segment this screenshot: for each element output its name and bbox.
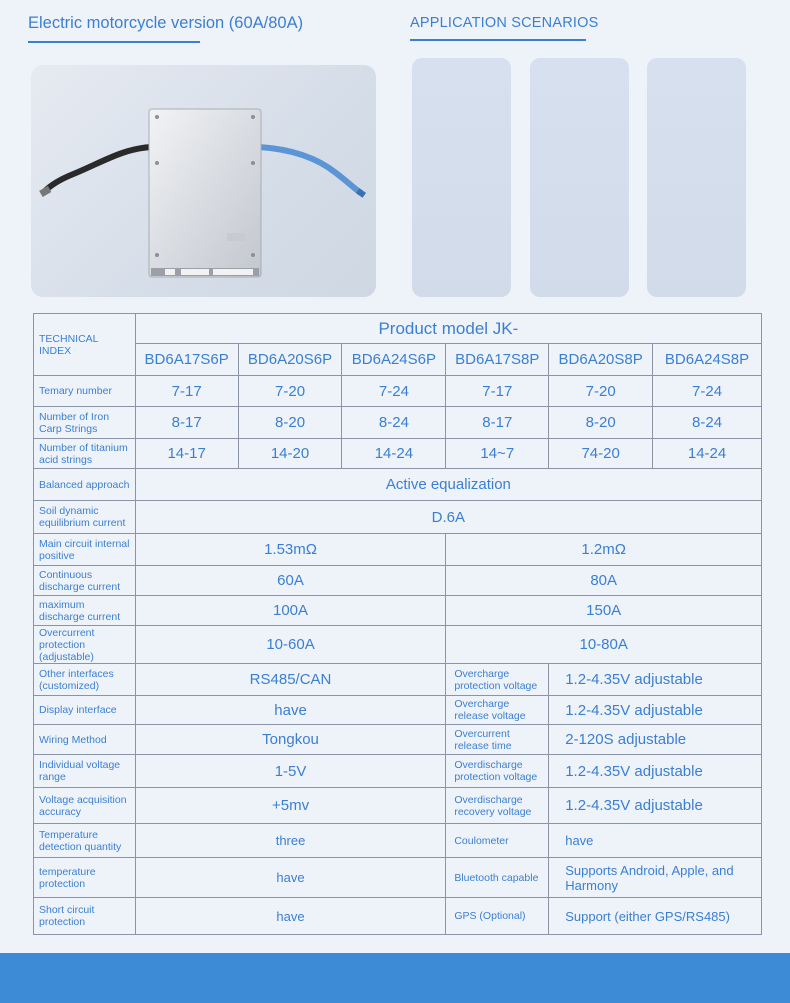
cell-value: 1.2-4.35V adjustable: [549, 664, 762, 696]
cell-value-8p: 1.2mΩ: [446, 534, 762, 566]
scenario-image-3: [647, 58, 746, 297]
row-label-ternary: Temary number: [34, 376, 136, 407]
row-label-maximum: maximum discharge current: [34, 596, 136, 626]
row-label: Bluetooth capable: [446, 858, 549, 898]
cell-value: D.6A: [135, 501, 761, 534]
cell-value: 7-20: [549, 376, 653, 407]
cell-value: 1.2-4.35V adjustable: [549, 755, 762, 788]
cell-value: 1.2-4.35V adjustable: [549, 696, 762, 725]
application-scenarios-title: APPLICATION SCENARIOS: [410, 15, 599, 31]
row-label: Other interfaces (customized): [34, 664, 136, 696]
row-label: Individual voltage range: [34, 755, 136, 788]
cell-value: 8-24: [653, 407, 762, 439]
cell-value: 8-24: [342, 407, 446, 439]
product-version-title: Electric motorcycle version (60A/80A): [28, 14, 304, 32]
cell-value: 1.2-4.35V adjustable: [549, 788, 762, 824]
row-label: Overcurrent release time: [446, 725, 549, 755]
cell-value-8p: 80A: [446, 566, 762, 596]
row-label: Short circuit protection: [34, 898, 136, 935]
black-cable: [45, 147, 151, 191]
screw: [251, 115, 255, 119]
cell-value-6p: 100A: [135, 596, 446, 626]
screw: [155, 161, 159, 165]
cell-value: Active equalization: [135, 469, 761, 501]
connector: [213, 269, 253, 275]
cell-value: 8-20: [238, 407, 342, 439]
row-label: Display interface: [34, 696, 136, 725]
screw: [251, 253, 255, 257]
title-underline: [28, 41, 200, 43]
model-header: BD6A17S6P: [135, 344, 238, 376]
row-label: temperature protection: [34, 858, 136, 898]
row-label: Temperature detection quantity: [34, 824, 136, 858]
cell-value: three: [135, 824, 446, 858]
model-header: BD6A20S6P: [238, 344, 342, 376]
cell-value: have: [135, 696, 446, 725]
cell-value: 14-24: [653, 439, 762, 469]
row-label: Overcharge release voltage: [446, 696, 549, 725]
model-header: BD6A24S8P: [653, 344, 762, 376]
model-header: BD6A20S8P: [549, 344, 653, 376]
scenario-image-1: [412, 58, 511, 297]
row-label: Overcharge protection voltage: [446, 664, 549, 696]
row-label-main-circuit: Main circuit internal positive: [34, 534, 136, 566]
screw: [155, 253, 159, 257]
product-model-header: Product model JK-: [135, 314, 761, 344]
cell-value-6p: 60A: [135, 566, 446, 596]
cell-value-6p: 1.53mΩ: [135, 534, 446, 566]
blue-cable: [259, 147, 361, 193]
cell-value-6p: 10-60A: [135, 626, 446, 664]
model-header: BD6A17S8P: [446, 344, 549, 376]
cell-value: have: [549, 824, 762, 858]
section-title-product: [28, 14, 304, 43]
cell-value-8p: 150A: [446, 596, 762, 626]
row-label: Overdischarge recovery voltage: [446, 788, 549, 824]
cell-value: Tongkou: [135, 725, 446, 755]
row-label-soil: Soil dynamic equilibrium current: [34, 501, 136, 534]
screw: [251, 161, 255, 165]
row-label-continuous: Continuous discharge current: [34, 566, 136, 596]
row-label-balanced: Balanced approach: [34, 469, 136, 501]
logo-mark: [227, 233, 245, 241]
cell-value: 8-17: [135, 407, 238, 439]
row-label: Wiring Method: [34, 725, 136, 755]
cell-value: 14-20: [238, 439, 342, 469]
row-label: Coulometer: [446, 824, 549, 858]
row-label-titanium: Number of titanium acid strings: [34, 439, 136, 469]
cell-value: have: [135, 858, 446, 898]
product-image-card: [31, 65, 376, 297]
cell-value: +5mv: [135, 788, 446, 824]
cell-value: 7-17: [135, 376, 238, 407]
connector: [165, 269, 175, 275]
footer-bar: [0, 953, 790, 1003]
cell-value: 7-24: [342, 376, 446, 407]
cell-value: 8-20: [549, 407, 653, 439]
cell-value: 7-20: [238, 376, 342, 407]
model-header: BD6A24S6P: [342, 344, 446, 376]
bms-board-illustration: [31, 65, 376, 297]
cell-value: 1-5V: [135, 755, 446, 788]
cell-value: 2-120S adjustable: [549, 725, 762, 755]
row-label: Overdischarge protection voltage: [446, 755, 549, 788]
scenario-image-2: [530, 58, 629, 297]
title-underline: [410, 39, 586, 41]
row-label: GPS (Optional): [446, 898, 549, 935]
cell-value: Supports Android, Apple, and Harmony: [549, 858, 762, 898]
cell-value: 8-17: [446, 407, 549, 439]
row-label-iron: Number of Iron Carp Strings: [34, 407, 136, 439]
section-title-scenarios: [410, 15, 599, 41]
cell-value: have: [135, 898, 446, 935]
cell-value: 14-24: [342, 439, 446, 469]
bms-plate: [149, 109, 261, 277]
connector: [181, 269, 209, 275]
cell-value: 14~7: [446, 439, 549, 469]
row-label: Voltage acquisition accuracy: [34, 788, 136, 824]
technical-index-label: TECHNICAL INDEX: [34, 314, 136, 376]
cell-value: 14-17: [135, 439, 238, 469]
cell-value: 7-17: [446, 376, 549, 407]
row-label-overcurrent: Overcurrent protection (adjustable): [34, 626, 136, 664]
screw: [155, 115, 159, 119]
cell-value: 74-20: [549, 439, 653, 469]
spec-table: [33, 313, 762, 935]
cell-value: 7-24: [653, 376, 762, 407]
cell-value: RS485/CAN: [135, 664, 446, 696]
cell-value: Support (either GPS/RS485): [549, 898, 762, 935]
cell-value-8p: 10-80A: [446, 626, 762, 664]
